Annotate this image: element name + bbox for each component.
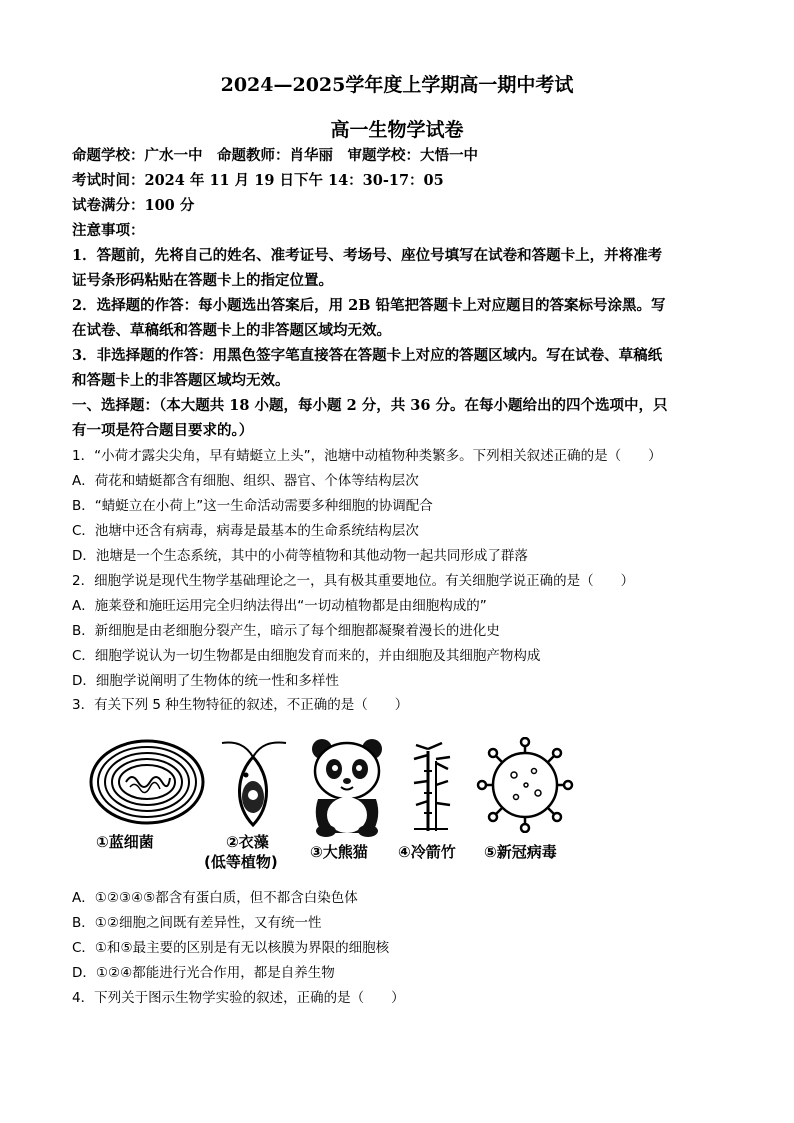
note-1b: 证号条形码粘贴在答题卡上的指定位置。 <box>72 272 333 289</box>
coronavirus-figure <box>476 737 574 833</box>
q2-option-b: B．新细胞是由老细胞分裂产生，暗示了每个细胞都凝聚着漫长的进化史 <box>72 623 500 639</box>
q1-option-c: C．池塘中还含有病毒，病毒是最基本的生命系统结构层次 <box>72 523 419 539</box>
caption-chlamydomonas: ②衣藻 <box>226 833 269 851</box>
note-2b: 在试卷、草稿纸和答题卡上的非答题区域均无效。 <box>72 322 391 339</box>
q1-option-a: A．荷花和蜻蜓都含有细胞、组织、器官、个体等结构层次 <box>72 473 419 489</box>
cyanobacteria-figure <box>88 737 206 827</box>
section-heading-a: 一、选择题：（本大题共 18 小题，每小题 2 分，共 36 分。在每小题给出的四个选项中，只 <box>72 397 668 414</box>
q2-option-c: C．细胞学说认为一切生物都是由细胞发育而来的，并由细胞及其细胞产物构成 <box>72 648 541 664</box>
exam-subtitle: 高一生物学试卷 <box>330 119 464 141</box>
q3-option-c: C．①和⑤最主要的区别是有无以核膜为界限的细胞核 <box>72 940 390 956</box>
meta-score: 试卷满分：100 分 <box>72 197 195 214</box>
q4-stem: 4．下列关于图示生物学实验的叙述，正确的是（ ） <box>72 990 405 1006</box>
q2-option-a: A．施莱登和施旺运用完全归纳法得出“一切动植物都是由细胞构成的” <box>72 598 487 614</box>
meta-schools: 命题学校：广水一中 命题教师：肖华丽 审题学校：大悟一中 <box>72 147 478 164</box>
organism-figures <box>88 735 588 870</box>
q1-option-d: D．池塘是一个生态系统，其中的小荷等植物和其他动物一起共同形成了群落 <box>72 548 528 564</box>
caption-bamboo: ④冷箭竹 <box>398 843 456 861</box>
chlamydomonas-figure <box>216 735 290 830</box>
meta-time: 考试时间：2024 年 11 月 19 日下午 14：30-17：05 <box>72 172 444 189</box>
q2-stem: 2．细胞学说是现代生物学基础理论之一，具有极其重要地位。有关细胞学说正确的是（ ） <box>72 573 635 589</box>
section-heading-b: 有一项是符合题目要求的。） <box>72 422 254 439</box>
note-2a: 2．选择题的作答：每小题选出答案后，用 2B 铅笔把答题卡上对应题目的答案标号涂黑。写 <box>72 297 666 314</box>
exam-title: 2024—2025学年度上学期高一期中考试 <box>220 74 574 96</box>
caption-coronavirus: ⑤新冠病毒 <box>484 843 557 861</box>
note-1a: 1．答题前，先将自己的姓名、准考证号、考场号、座位号填写在试卷和答题卡上，并将准考 <box>72 247 663 264</box>
bamboo-figure <box>406 741 456 833</box>
q2-option-d: D．细胞学说阐明了生物体的统一性和多样性 <box>72 673 339 689</box>
panda-figure <box>308 737 386 837</box>
q3-option-b: B．①②细胞之间既有差异性，又有统一性 <box>72 915 322 931</box>
q3-option-d: D．①②④都能进行光合作用，都是自养生物 <box>72 965 335 981</box>
q3-option-a: A．①②③④⑤都含有蛋白质，但不都含白染色体 <box>72 890 358 906</box>
note-3b: 和答题卡上的非答题区域均无效。 <box>72 372 290 389</box>
q3-stem: 3．有关下列 5 种生物特征的叙述，不正确的是（ ） <box>72 697 409 713</box>
caption-panda: ③大熊猫 <box>310 843 368 861</box>
caption-lower-plant: (低等植物) <box>204 853 278 871</box>
note-3a: 3．非选择题的作答：用黑色签字笔直接答在答题卡上对应的答题区域内。写在试卷、草稿纸 <box>72 347 663 364</box>
q1-option-b: B．“蜻蜓立在小荷上”这一生命活动需要多种细胞的协调配合 <box>72 498 433 514</box>
notice-heading: 注意事项： <box>72 222 145 239</box>
q1-stem: 1．“小荷才露尖尖角，早有蜻蜓立上头”，池塘中动植物种类繁多。下列相关叙述正确的是（ ） <box>72 448 662 464</box>
caption-cyanobacteria: ①蓝细菌 <box>96 833 154 851</box>
